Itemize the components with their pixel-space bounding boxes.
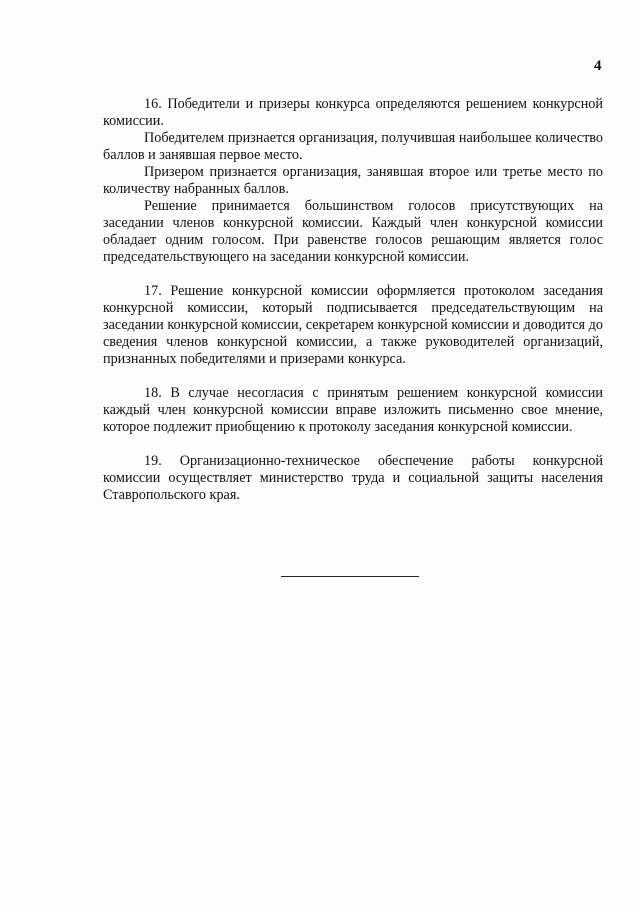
paragraph-spacer <box>103 436 603 453</box>
paragraph-16-prize-definition: Призером признается организация, занявшая второе или третье место по количеству набранных баллов. <box>103 164 603 197</box>
paragraph-16-winners: 16. Победители и призеры конкурса определяются решением конкурсной комиссии. <box>103 96 603 129</box>
paragraph-19-support: 19. Организационно-техническое обеспечение работы конкурсной комиссии осуществляет министерство труда и социальной защиты населения Ставропольского края. <box>103 453 603 503</box>
paragraph-17-protocol: 17. Решение конкурсной комиссии оформляется протоколом заседания конкурсной комиссии, который подписывается председательствующим на заседании конкурсной комиссии, секретарем конкурсной комиссии и доводится до сведения членов конкурсной комиссии, а также руководителей организаций, признанных победителями и призерами конкурса. <box>103 283 603 367</box>
paragraph-16-winner-definition: Победителем признается организация, получившая наибольшее количество баллов и занявшая первое место. <box>103 130 603 163</box>
closing-separator-line <box>281 576 419 577</box>
paragraph-spacer <box>103 368 603 385</box>
paragraph-spacer <box>103 266 603 283</box>
page-number: 4 <box>594 58 602 74</box>
paragraph-18-disagreement: 18. В случае несогласия с принятым решением конкурсной комиссии каждый член конкурсной комиссии вправе изложить письменно свое мнение, которое подлежит приобщению к протоколу заседания конкурсной комиссии. <box>103 385 603 435</box>
paragraph-16-voting: Решение принимается большинством голосов присутствующих на заседании членов конкурсной комиссии. Каждый член конкурсной комиссии обладает одним голосом. При равенстве голосов решающим является голос председательствующего на заседании конкурсной комиссии. <box>103 198 603 265</box>
document-body <box>103 96 603 504</box>
